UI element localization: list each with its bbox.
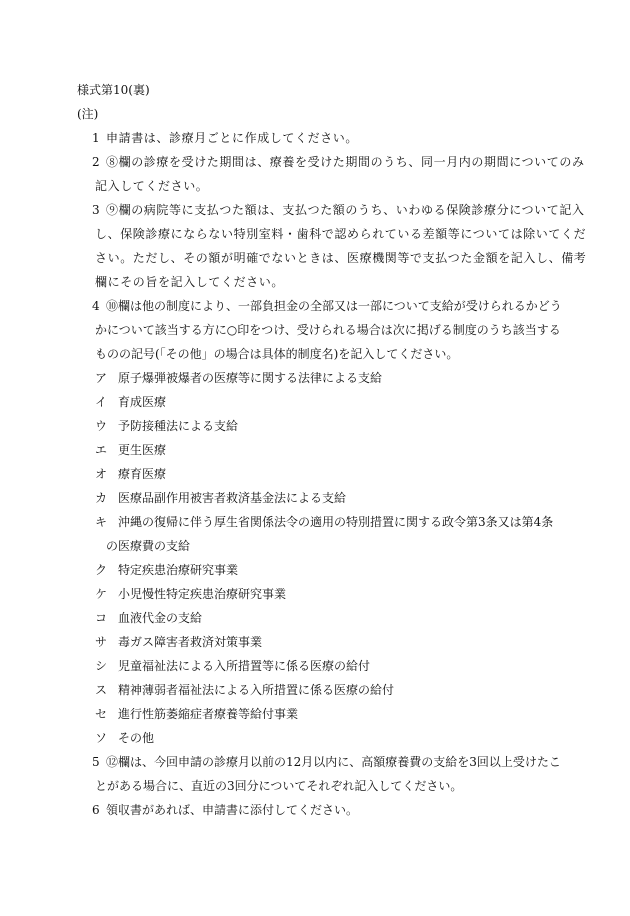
subitem-kana: ケ [95,587,108,601]
item-text-line: 申請書は、診療月ごとに作成してください。 [106,131,359,145]
subitem-text: 毒ガス障害者救済対策事業 [118,635,263,649]
subitem-kana: サ [95,635,108,649]
subitem-text: 原子爆弾被爆者の医療等に関する法律による支給 [118,371,383,385]
subitem-text: 沖縄の復帰に伴う厚生省関係法令の適用の特別措置に関する政令第3条又は第4条 [118,515,554,529]
subitem-kana: コ [95,611,108,625]
item-text-line: かについて該当する方に○印をつけ、受けられる場合は次に掲げる制度のうち該当する [95,323,561,337]
subitem-text: 療育医療 [118,467,167,481]
subitem-text: 育成医療 [118,395,167,409]
item-text-line: ⑩欄は他の制度により、一部負担金の全部又は一部について支給が受けられるかどう [106,299,562,313]
subitem-text: その他 [118,731,155,745]
subitem-kana: オ [95,467,108,481]
subitem-kana: キ [95,515,108,529]
subitem-text: 児童福祉法による入所措置等に係る医療の給付 [118,659,371,673]
form-title: 様式第10(裏) [77,83,150,97]
subitem-text: 特定疾患治療研究事業 [118,563,239,577]
subitem-text: 精神薄弱者福祉法による入所措置に係る医療の給付 [118,683,395,697]
subitem-kana: セ [95,707,108,721]
item-text-line: とがある場合に、直近の3回分についてそれぞれ記入してください。 [95,779,463,793]
item-number: 3 [92,203,100,217]
subitem-text: 医療品副作用被害者救済基金法による支給 [118,491,347,505]
subitem-kana: カ [95,491,108,505]
item-text-line: 記入してください。 [95,179,209,193]
item-text-line: ⑨欄の病院等に支払つた額は、支払つた額のうち、いわゆる保険診療分について記入 [106,203,585,217]
subitem-text: 進行性筋萎縮症者療養等給付事業 [118,707,299,721]
subitem-kana: ウ [95,419,108,433]
note-label: (注) [77,107,99,121]
subitem-kana: エ [95,443,108,457]
subitem-kana: ア [95,371,108,385]
subitem-kana: ソ [95,731,108,745]
subitem-text: 更生医療 [118,443,167,457]
subitem-text: 血液代金の支給 [118,611,203,625]
item-number: 6 [92,803,100,817]
subitem-text: の医療費の支給 [106,539,191,553]
item-text-line: ⑫欄は、今回申請の診療月以前の12月以内に、高額療養費の支給を3回以上受けたこ [106,755,561,769]
item-number: 4 [92,299,100,313]
item-text-line: さい。ただし、その額が明確でないときは、医療機関等で支払つた金額を記入し、備考 [95,251,587,265]
subitem-kana: シ [95,659,108,673]
subitem-kana: イ [95,395,108,409]
item-text-line: し、保険診療にならない特別室料・歯科で認められている差額等については除いてくだ [95,227,587,241]
item-number: 1 [92,131,100,145]
subitem-text: 予防接種法による支給 [118,419,239,433]
item-text-line: 欄にその旨を記入してください。 [95,275,285,289]
subitem-text: 小児慢性特定疾患治療研究事業 [118,587,287,601]
item-text-line: 領収書があれば、申請書に添付してください。 [106,803,359,817]
item-text-line: ⑧欄の診療を受けた期間は、療養を受けた期間のうち、同一月内の期間についてのみ [106,155,585,169]
item-number: 5 [92,755,100,769]
subitem-kana: ク [95,563,108,577]
item-text-line: ものの記号(「その他」の場合は具体的制度名)を記入してください。 [95,347,459,361]
item-number: 2 [92,155,100,169]
subitem-kana: ス [95,683,108,697]
